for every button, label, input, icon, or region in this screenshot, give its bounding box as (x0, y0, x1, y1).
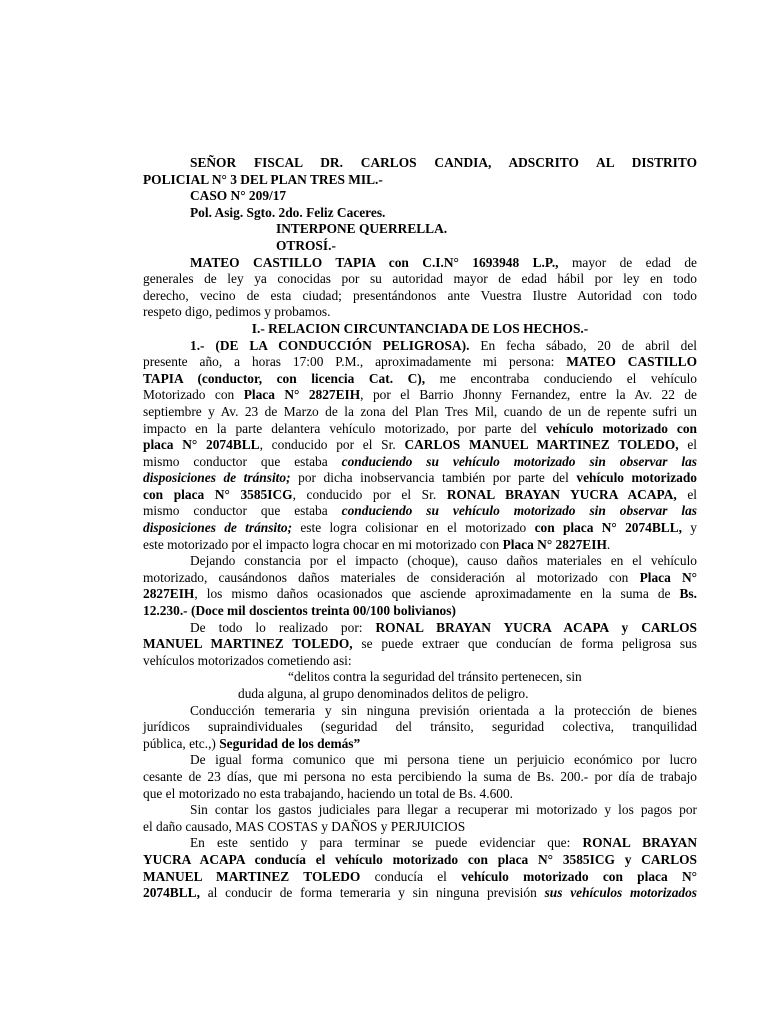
text-run: conduciendo su vehículo motorizado sin observar las (341, 503, 697, 519)
text-run: Bs. (679, 586, 697, 602)
text-line (143, 371, 697, 388)
text-run: mismo conductor que estaba (143, 503, 342, 519)
text-run: MATEO CASTILLO TAPIA con C.I.N° 1693948 L.P., (190, 254, 559, 270)
text-run: y (682, 520, 697, 536)
text-line (143, 752, 697, 769)
text-run: Pol. Asig. Sgto. 2do. Feliz Caceres. (190, 204, 386, 220)
text-run: duda alguna, al grupo denominados delitos de peligro. (238, 686, 529, 701)
text-line (143, 835, 697, 852)
text-run: CARLOS MANUEL MARTINEZ TOLEDO, (404, 437, 679, 453)
text-run: RONAL BRAYAN YUCRA ACAPA, (446, 486, 677, 502)
text-run: pública, etc.,) (143, 735, 220, 751)
text-line (143, 520, 697, 537)
text-line (143, 404, 697, 421)
text-run: conducía el (360, 868, 462, 884)
text-line (143, 869, 697, 886)
text-line (143, 354, 697, 371)
text-line (143, 221, 697, 238)
text-run: sus vehículos motorizados (544, 885, 697, 901)
text-run: De todo lo realizado por: (190, 619, 376, 635)
text-line (143, 586, 697, 603)
text-run: mayor de edad de (558, 254, 697, 270)
text-run: Motorizado con (143, 387, 244, 403)
text-run: septiembre y Av. 23 de Marzo de la zona del Plan Tres Mil, cuando de un de repente sufri un (143, 403, 697, 419)
text-run: el daño causado, MAS COSTAS y DAÑOS y PERJUICIOS (143, 818, 466, 834)
text-line (143, 769, 697, 786)
text-run: Sin contar los gastos judiciales para llegar a recuperar mi motorizado y los pagos por (190, 802, 697, 818)
text-run: POLICIAL N° 3 DEL PLAN TRES MIL.- (143, 171, 383, 187)
text-run: al conducir de forma temeraria y sin ninguna previsión (199, 885, 545, 901)
text-run: YUCRA ACAPA conducía el vehículo motorizado con placa N° 3585ICG y CARLOS (143, 851, 697, 867)
text-run: , los mismo daños ocasionados que asciende aproximadamente en la suma de (194, 586, 680, 602)
text-run: el (676, 486, 698, 502)
text-line (143, 454, 697, 471)
text-run: disposiciones de tránsito; (143, 520, 293, 536)
text-line (143, 885, 697, 902)
text-run: En este sentido y para terminar se puede evidenciar que: (190, 835, 583, 851)
text-run: Placa N° 2827EIH (502, 536, 607, 552)
text-line (143, 603, 697, 620)
text-line (143, 819, 697, 836)
text-line (143, 321, 697, 338)
text-line (143, 238, 697, 255)
text-line (143, 852, 697, 869)
text-line (143, 421, 697, 438)
text-line (143, 719, 697, 736)
text-line (143, 387, 697, 404)
text-run: me encontraba conduciendo el vehículo (425, 370, 697, 386)
text-line (143, 537, 697, 554)
text-run: con placa N° 2074BLL, (534, 520, 682, 536)
text-line (143, 172, 697, 189)
text-run: MANUEL MARTINEZ TOLEDO (143, 868, 361, 884)
text-run: 2074BLL, (143, 885, 200, 901)
text-run: el (678, 437, 697, 453)
text-run: este motorizado por el impacto logra chocar en mi motorizado con (143, 536, 503, 552)
text-run: , conducido por el Sr. (259, 437, 405, 453)
text-run: mismo conductor que estaba (143, 453, 342, 469)
text-line (143, 636, 697, 653)
text-run: 1.- (DE LA CONDUCCIÓN PELIGROSA). (190, 337, 470, 353)
text-run: En fecha sábado, 20 de abril del (469, 337, 697, 353)
text-run: Placa N° 2827EIH (243, 387, 361, 403)
text-line (143, 338, 697, 355)
text-line (143, 736, 697, 753)
text-run: CASO N° 209/17 (190, 188, 287, 204)
text-run: Seguridad de los demás” (219, 735, 361, 751)
text-run: conduciendo su vehículo motorizado sin observar las (341, 453, 697, 469)
text-run: , por el Barrio Jhonny Fernandez, entre la Av. 22 de (360, 387, 697, 403)
text-run: impacto en la parte delantera vehículo motorizado, por parte del (143, 420, 546, 436)
text-line (143, 188, 697, 205)
text-line (143, 570, 697, 587)
text-run: vehículo motorizado con (545, 420, 698, 436)
text-line (143, 686, 697, 703)
text-run: MANUEL MARTINEZ TOLEDO, (143, 636, 353, 652)
text-line (143, 304, 697, 321)
text-run: 12.230.- (Doce mil doscientos treinta 00/100 bolivianos) (143, 603, 456, 619)
text-run: I.- RELACION CIRCUNTANCIADA DE LOS HECHOS.- (251, 320, 589, 336)
text-run: se puede extraer que conducían de forma peligrosa sus (352, 636, 697, 652)
text-run: este logra colisionar en el motorizado (292, 520, 535, 536)
text-run: disposiciones de tránsito; (143, 470, 291, 486)
text-run: cesante de 23 días, que mi persona no esta percibiendo la suma de Bs. 200.- por día de trabajo (143, 768, 697, 784)
text-run: placa N° 2074BLL (143, 437, 260, 453)
text-run: , conducido por el Sr. (292, 486, 447, 502)
text-run: vehículo motorizado (576, 470, 697, 486)
text-run: por dicha inobservancia también por parte del (290, 470, 577, 486)
text-run: generales de ley ya conocidas por su autoridad mayor de edad hábil por ley en todo (143, 271, 697, 287)
document-body (143, 155, 697, 902)
text-line (143, 669, 697, 686)
text-run: RONAL BRAYAN YUCRA ACAPA y CARLOS (375, 619, 697, 635)
text-line (143, 553, 697, 570)
text-line (143, 437, 697, 454)
text-run: vehículo motorizado con placa N° (461, 868, 697, 884)
text-run: respeto digo, pedimos y probamos. (143, 304, 331, 320)
text-run: jurídicos supraindividuales (seguridad del tránsito, seguridad colectiva, tranquilidad (143, 719, 697, 735)
text-run: OTROSÍ.- (276, 237, 336, 253)
text-run: RONAL BRAYAN (582, 835, 697, 851)
text-line (143, 470, 697, 487)
text-line (143, 205, 697, 222)
text-run: “delitos contra la seguridad del tránsito pertenecen, sin (288, 669, 582, 685)
text-line (143, 271, 697, 288)
text-run: presente año, a horas 17:00 P.M., aproximadamente mi persona: (143, 354, 567, 370)
text-run: que el motorizado no esta trabajando, haciendo un total de Bs. 4.600. (143, 785, 514, 801)
text-line (143, 653, 697, 670)
text-run: derecho, vecino de esta ciudad; presentándonos ante Vuestra Ilustre Autoridad con todo (143, 287, 697, 303)
text-run: vehículos motorizados cometiendo asi: (143, 652, 352, 668)
text-line (143, 620, 697, 637)
text-line (143, 487, 697, 504)
text-line (143, 703, 697, 720)
text-run: Conducción temeraria y sin ninguna previsión orientada a la protección de bienes (190, 702, 697, 718)
text-run: MATEO CASTILLO (566, 354, 697, 370)
text-run: SEÑOR FISCAL DR. CARLOS CANDIA, ADSCRITO AL DISTRITO (190, 155, 697, 170)
text-run: motorizado, causándonos daños materiales de consideración al motorizado con (143, 569, 640, 585)
text-line (143, 288, 697, 305)
text-line (143, 802, 697, 819)
text-run: TAPIA (conductor, con licencia Cat. C), (143, 370, 426, 386)
text-line (143, 255, 697, 272)
text-line (143, 155, 697, 172)
text-run: . (606, 536, 611, 552)
text-run: Placa N° (639, 569, 697, 585)
text-run: De igual forma comunico que mi persona tiene un perjuicio económico por lucro (190, 752, 697, 768)
text-run: 2827EIH (143, 586, 195, 602)
text-line (143, 503, 697, 520)
text-line (143, 786, 697, 803)
text-run: Dejando constancia por el impacto (choque), causo daños materiales en el vehículo (190, 553, 697, 569)
text-run: INTERPONE QUERRELLA. (276, 221, 448, 237)
text-run: con placa N° 3585ICG (143, 486, 293, 502)
